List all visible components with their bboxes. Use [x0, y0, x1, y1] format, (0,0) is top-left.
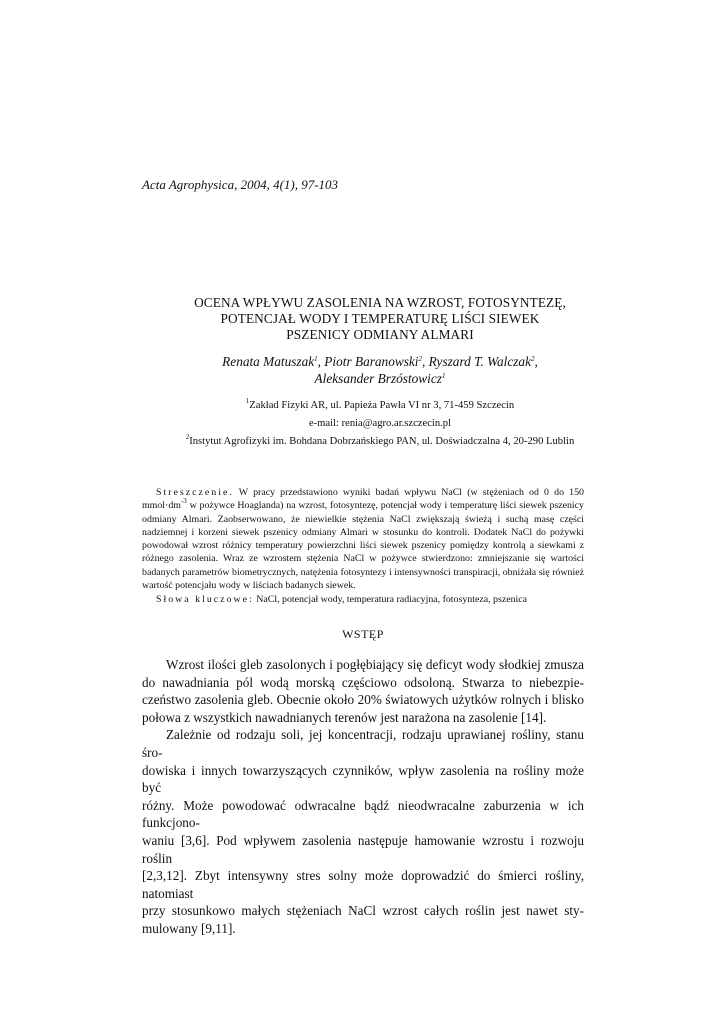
- affil-mark: 2: [185, 433, 190, 441]
- body-text: [142, 656, 584, 938]
- affiliation-1: [60, 397, 700, 415]
- text-line: połowa z wszystkich nawadnianych terenów jest narażona na zasolenie [14].: [142, 709, 547, 725]
- abstract-text: [142, 486, 584, 592]
- author-affil-mark: 1: [314, 355, 318, 363]
- paragraph: [142, 656, 584, 726]
- affiliation-text: Zakład Fizyki AR, ul. Papieża Pawła VI nr 3, 71-459 Szczecin: [249, 400, 515, 411]
- email-line: e-mail: renia@agro.ar.szczecin.pl: [308, 418, 452, 429]
- keywords-text: NaCl, potencjał wody, temperatura radiacyjna, fotosynteza, pszenica: [253, 594, 528, 606]
- text-line: Wzrost ilości gleb zasolonych i pogłębiający się deficyt wody słodkiej zmusza: [166, 657, 584, 672]
- journal-citation: Acta Agrophysica, 2004, 4(1), 97-103: [142, 177, 339, 192]
- author-affil-mark: 2: [418, 355, 422, 363]
- author-name: Ryszard T. Walczak: [428, 354, 531, 369]
- author-list: Renata Matuszak$^1$, Piotr Baranowski$^2$, Ryszard T. Walczak$^2$, Aleksander Brzóstowicz$^1$: [222, 354, 538, 386]
- keywords: [142, 593, 584, 606]
- title-line: PSZENICY ODMIANY ALMARI: [286, 327, 474, 342]
- paper-title: [100, 295, 660, 343]
- text-line: mulowany [9,11].: [142, 920, 236, 936]
- text-line: czeństwo zasolenia gleb. Obecnie około 20% światowych użytków rolnych i blisko: [142, 692, 584, 708]
- abstract-part: w pożywce Hoaglanda) na wzrost, fotosyntezę, potencjał wody i temperaturę liści siewek pszenicy odmiany Almari. Zaobserwowano, że niewielkie stężenia NaCl zwiększają świeżą i suchą masę części nadziemnej i korzeni siewek pszenicy odmiany Almari w stosunku do kontroli. Dodatek NaCl do pożywki powodował wzrost różnicy temperatury powierzchni liści siewek pszenicy pomiędzy kontrolą a siewkami z różnego zasolenia. Wraz ze wzrostem stężenia NaCl w pożywce stwierdzono: zmniejszanie się wartości badanych parametrów biometrycznych, natężenia fotosyntezy i intensywności transpiracji, obniżała się również wartość potencjału wody w liściach badanych siewek.: [142, 500, 584, 592]
- text-line: Zależnie od rodzaju soli, jej koncentracji, rodzaju uprawianej rośliny, stanu śro-: [142, 727, 584, 760]
- abstract-part: W pracy przedstawiono wyniki badań wpływu NaCl (w stężeniach od 0 do 150 mmol·dm: [142, 487, 584, 512]
- affiliations: [60, 397, 700, 451]
- section-heading: WSTĘP: [342, 627, 384, 641]
- text-line: [2,3,12]. Zbyt intensywny stres solny może doprowadzić do śmierci rośliny, natomiast: [142, 868, 584, 901]
- author-name: Piotr Baranowski: [324, 354, 419, 369]
- text-line: do nawadniania pól wodą morską częściowo odsoloną. Stwarza to niebezpie-: [142, 674, 584, 690]
- abstract: [142, 486, 584, 607]
- author-name: Aleksander Brzóstowicz: [314, 371, 442, 386]
- abstract-label: Streszczenie.: [156, 487, 234, 498]
- unit-exponent: -3: [180, 497, 187, 506]
- affiliation-text: Instytut Agrofizyki im. Bohdana Dobrzańskiego PAN, ul. Doświadczalna 4, 20-290 Lublin: [189, 436, 575, 447]
- text-line: dowiska i innych towarzyszących czynników, wpływ zasolenia na rośliny może być: [142, 762, 584, 796]
- author-affil-mark: 2: [530, 355, 535, 363]
- text-line: różny. Może powodować odwracalne bądź nieodwracalne zaburzenia w ich funkcjono-: [142, 797, 584, 831]
- paragraph: [142, 726, 584, 937]
- author-name: Renata Matuszak: [222, 354, 315, 369]
- title-line: POTENCJAŁ WODY I TEMPERATURĘ LIŚCI SIEWEK: [220, 311, 540, 326]
- keywords-label: Słowa kluczowe:: [156, 594, 254, 606]
- author-affil-mark: 1: [441, 372, 446, 380]
- title-line: OCENA WPŁYWU ZASOLENIA NA WZROST, FOTOSYNTEZĘ,: [194, 295, 566, 310]
- text-line: waniu [3,6]. Pod wpływem zasolenia następuje hamowanie wzrostu i rozwoju roślin: [142, 832, 584, 866]
- text-line: przy stosunkowo małych stężeniach NaCl wzrost całych roślin jest nawet sty-: [142, 903, 584, 919]
- affil-mark: 1: [245, 397, 250, 405]
- affiliation-2: [60, 433, 700, 451]
